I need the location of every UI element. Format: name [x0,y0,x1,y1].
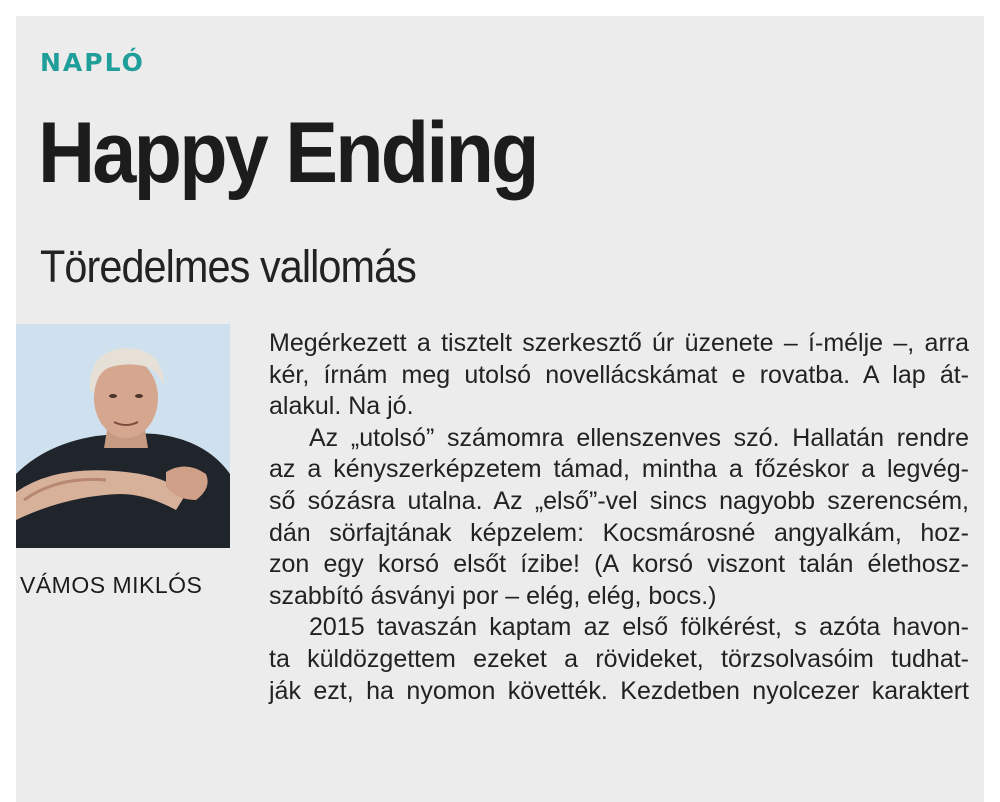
author-portrait-image [16,324,230,548]
section-rubric: NAPLÓ [40,48,145,77]
article-title: Happy Ending [38,105,537,201]
newspaper-page [16,16,984,802]
body-line: szabbító ásványi por – elég, elég, bocs.) [269,581,717,610]
author-photo [16,324,230,548]
body-line: az a kényszerképzetem támad, mintha a főzéskor a legvég- [269,455,969,484]
body-line: ta küldözgettem ezeket a rövideket, törzsolvasóim tudhat- [269,644,969,673]
body-line: Megérkezett a tisztelt szerkesztő úr üzenete – í-mélje –, arra [269,329,969,357]
body-line: zon egy korsó elsőt ízibe! (A korsó viszont talán élethosz- [269,550,969,579]
author-name: VÁMOS MIKLÓS [20,572,203,598]
body-line: 2015 tavaszán kaptam az első fölkérést, s azóta havon- [309,613,969,642]
body-line: Az „utolsó” számomra ellenszenves szó. Hallatán rendre [309,423,969,452]
body-line: ső sózásra utalna. Az „első”-vel sincs nagyobb szerencsém, [269,486,969,515]
body-line: ják ezt, ha nyomon követték. Kezdetben nyolcezer karaktert [269,676,969,705]
article-subtitle: Töredelmes vallomás [40,241,416,292]
body-line: alakul. Na jó. [269,392,414,421]
body-line: dán sörfajtának képzelem: Kocsmárosné angyalkám, hoz- [269,518,969,547]
body-line: kér, írnám meg utolsó novellácskámat e rovatba. A lap át- [269,360,969,389]
article-body [269,328,969,707]
